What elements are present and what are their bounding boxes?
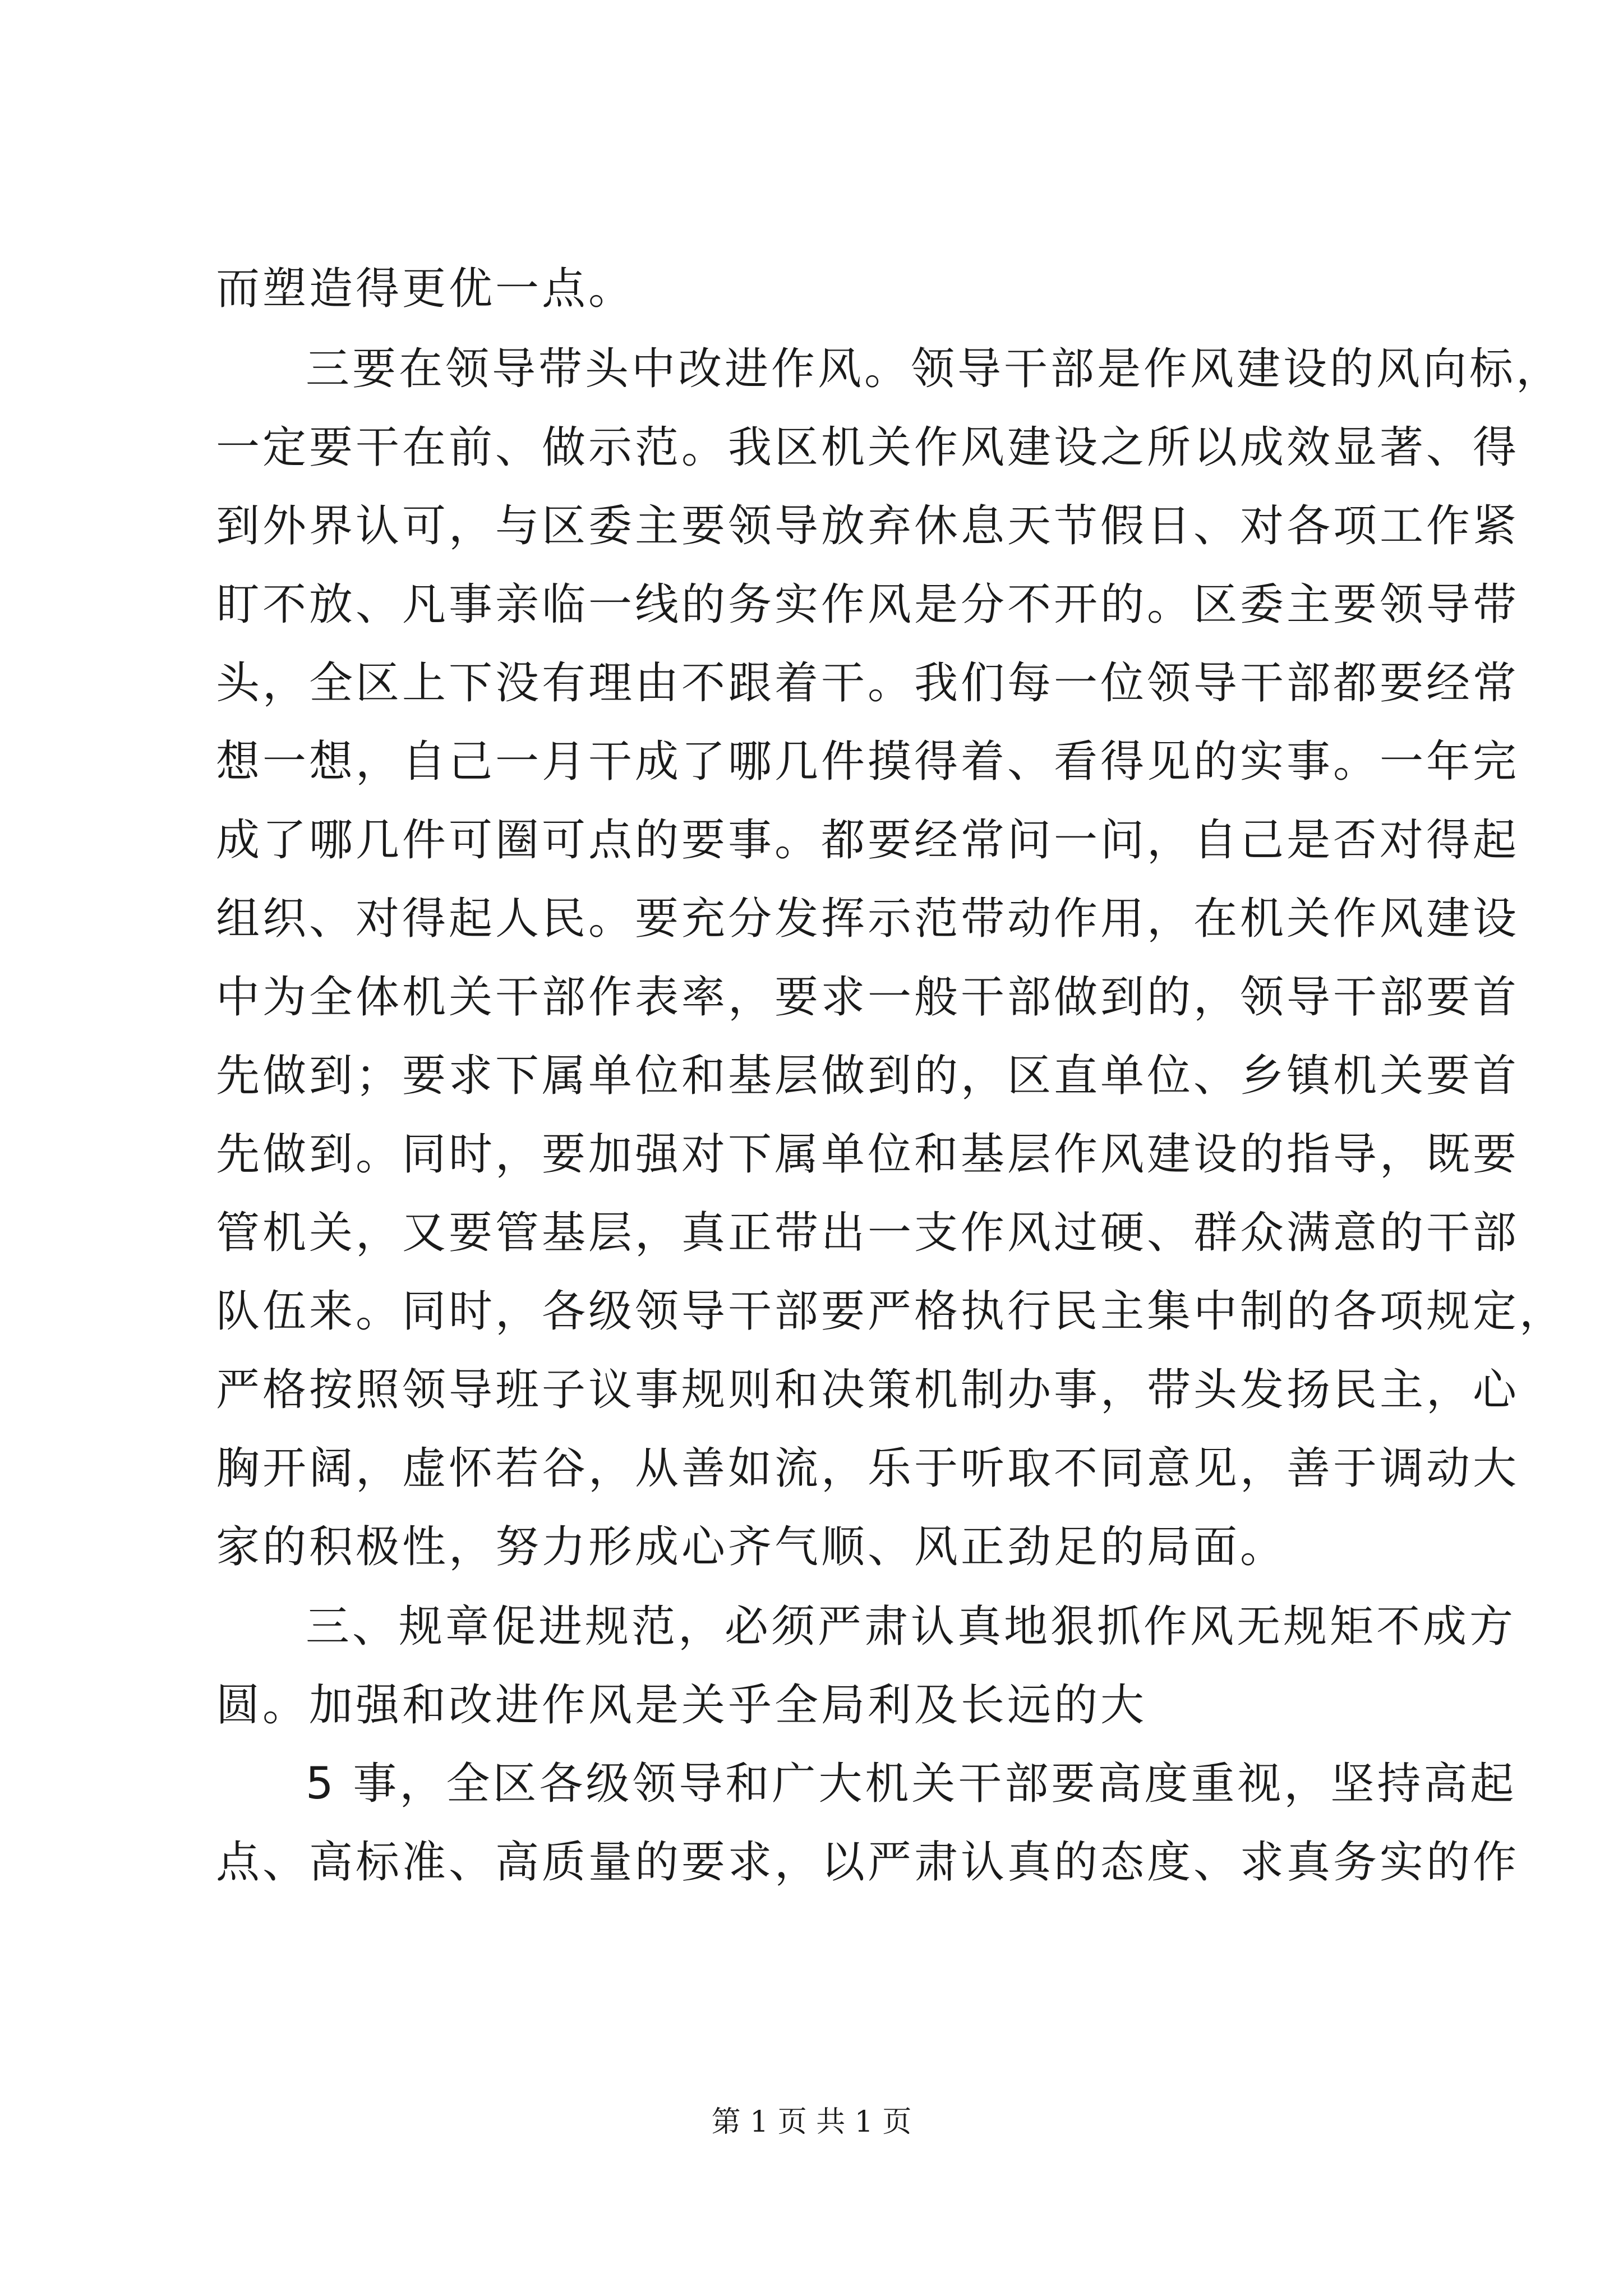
text-line: 家的积极性，努力形成心齐气顺、风正劲足的局面。 bbox=[216, 1522, 1287, 1572]
text-line: 盯不放、凡事亲临一线的务实作风是分不开的。区委主要领导带 bbox=[216, 579, 1520, 630]
text-line: 而塑造得更优一点。 bbox=[216, 264, 635, 314]
text-line: 圆。加强和改进作风是关乎全局利及长远的大 bbox=[216, 1680, 1147, 1731]
text-line: 到外界认可，与区委主要领导放弃休息天节假日、对各项工作紧 bbox=[216, 501, 1520, 551]
text-line: 想一想，自己一月干成了哪几件摸得着、看得见的实事。一年完 bbox=[216, 737, 1520, 787]
text-line: 队伍来。同时，各级领导干部要严格执行民主集中制的各项规定， bbox=[216, 1286, 1566, 1337]
text-line: 头，全区上下没有理由不跟着干。我们每一位领导干部都要经常 bbox=[216, 658, 1520, 708]
text-line: 先做到。同时，要加强对下属单位和基层作风建设的指导，既要 bbox=[216, 1129, 1520, 1180]
page-number-footer: 第 1 页 共 1 页 bbox=[711, 2105, 912, 2139]
text-line: 严格按照领导班子议事规则和决策机制办事，带头发扬民主，心 bbox=[216, 1365, 1520, 1415]
text-line: 一定要干在前、做示范。我区机关作风建设之所以成效显著、得 bbox=[216, 422, 1520, 473]
text-line: 三要在领导带头中改进作风。领导干部是作风建设的风向标， bbox=[306, 344, 1563, 394]
text-line: 组织、对得起人民。要充分发挥示范带动作用，在机关作风建设 bbox=[216, 894, 1520, 944]
text-line: 管机关，又要管基层，真正带出一支作风过硬、群众满意的干部 bbox=[216, 1208, 1520, 1258]
text-line: 点、高标准、高质量的要求，以严肃认真的态度、求真务实的作 bbox=[216, 1837, 1520, 1888]
text-line: 胸开阔，虚怀若谷，从善如流，乐于听取不同意见，善于调动大 bbox=[216, 1443, 1520, 1494]
text-line: 先做到；要求下属单位和基层做到的，区直单位、乡镇机关要首 bbox=[216, 1051, 1520, 1101]
text-line: 5 事，全区各级领导和广大机关干部要高度重视，坚持高起 bbox=[306, 1759, 1517, 1809]
text-line: 成了哪几件可圈可点的要事。都要经常问一问，自己是否对得起 bbox=[216, 815, 1520, 866]
text-line: 三、规章促进规范，必须严肃认真地狠抓作风无规矩不成方 bbox=[306, 1602, 1516, 1652]
text-line: 中为全体机关干部作表率，要求一般干部做到的，领导干部要首 bbox=[216, 972, 1520, 1023]
